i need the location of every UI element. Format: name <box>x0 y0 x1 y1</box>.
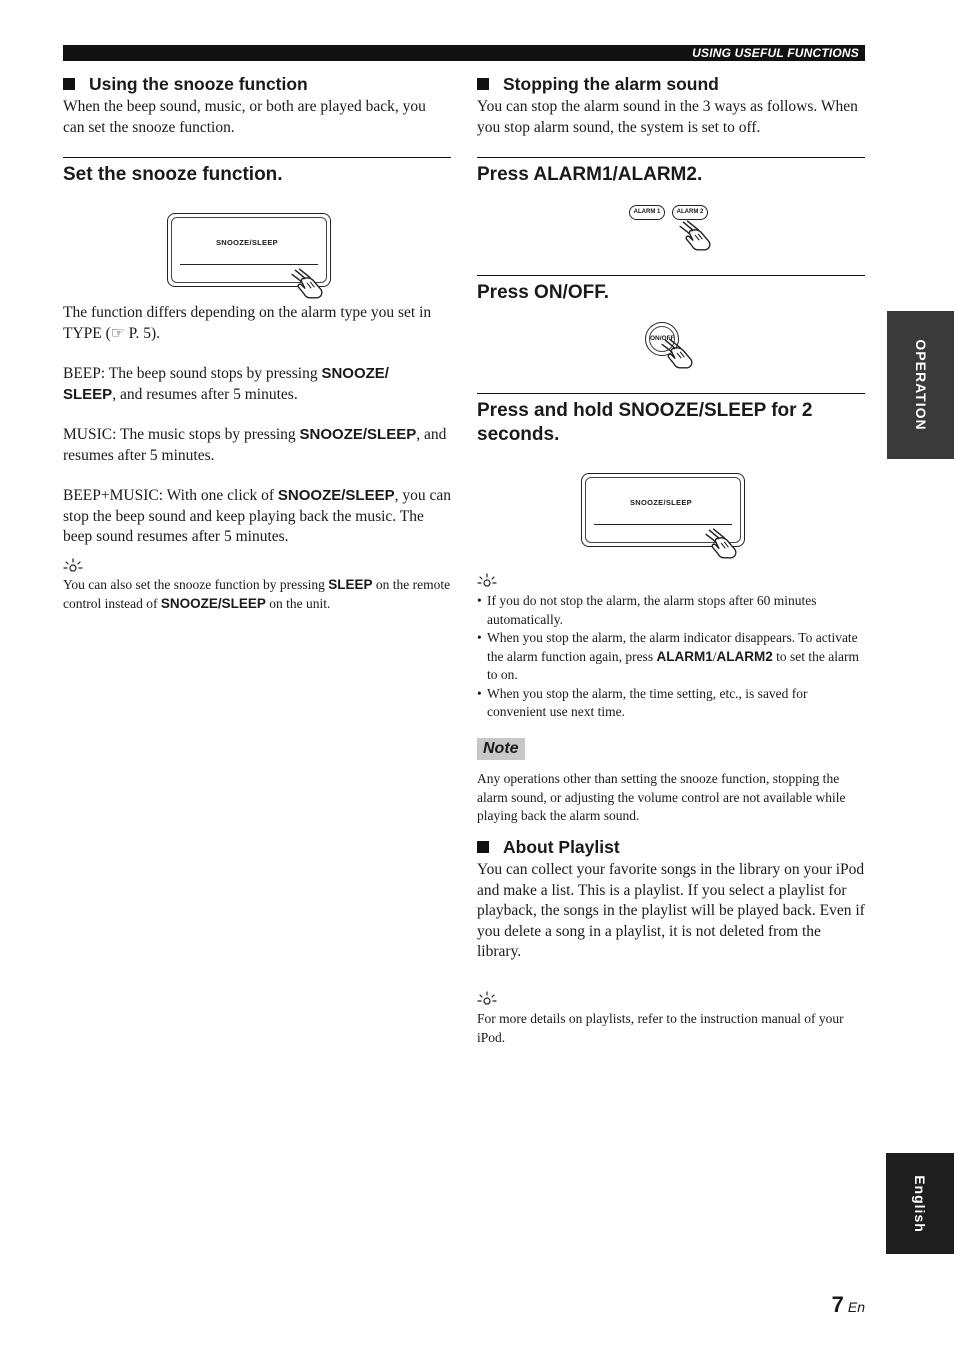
section-divider <box>477 157 865 158</box>
step-hold-snooze: Press and hold SNOOZE/SLEEP for 2 seconds. <box>477 400 813 445</box>
note-label: Note <box>477 738 525 760</box>
side-tab-operation: OPERATION <box>887 311 954 459</box>
playlist-heading: About Playlist <box>477 837 620 858</box>
music-text: MUSIC: The music stops by pressing SNOOZE/SLEEP, and resumes after 5 minutes. <box>63 426 447 464</box>
list-item: • When you stop the alarm, the alarm indicator disappears. To activate the alarm function again, press ALARM1/ALARM2 to set the alarm to on. <box>477 629 865 685</box>
playlist-tip-text: For more details on playlists, refer to the instruction manual of your iPod. <box>477 1011 844 1045</box>
beep-music-text: BEEP+MUSIC: With one click of SNOOZE/SLEEP, you can stop the beep sound and keep playing back the music. The beep sound resumes after 5 minutes. <box>63 487 452 545</box>
snooze-intro: When the beep sound, music, or both are played back, you can set the snooze function. <box>63 98 426 136</box>
tip-icon <box>477 991 497 1007</box>
snooze-heading: Using the snooze function <box>63 74 308 95</box>
playlist-text: You can collect your favorite songs in the library on your iPod and make a list. This is a playlist. If you select a playlist for playback, the songs in the playlist will be played back. Even if you delete a song in a playlist, it is not deleted from the library. <box>477 861 865 960</box>
tip-icon <box>477 573 497 589</box>
note-text: Any operations other than setting the snooze function, stopping the alarm sound, or adjusting the volume control are not available while playing back the alarm sound. <box>477 771 846 823</box>
section-divider <box>63 157 451 158</box>
pointing-hand-icon <box>703 528 739 560</box>
side-tab-english: English <box>886 1153 954 1254</box>
display-line <box>594 524 732 525</box>
list-item: • If you do not stop the alarm, the alarm stops after 60 minutes automatically. <box>477 592 865 629</box>
section-divider <box>477 275 865 276</box>
square-bullet-icon <box>477 78 489 90</box>
beep-text: BEEP: The beep sound stops by pressing SNOOZE/ SLEEP, and resumes after 5 minutes. <box>63 365 389 403</box>
step-title-set-snooze: Set the snooze function. <box>63 164 283 185</box>
tip-icon <box>63 558 83 574</box>
stop-alarm-tips <box>477 592 865 722</box>
step-press-onoff: Press ON/OFF. <box>477 282 609 303</box>
pointing-hand-icon <box>677 220 713 252</box>
snooze-tip-text: You can also set the snooze function by pressing SLEEP on the remote control instead of SNOOZE/SLEEP on the unit. <box>63 577 451 611</box>
stop-alarm-intro: You can stop the alarm sound in the 3 ways as follows. When you stop alarm sound, the system is set to off. <box>477 98 858 136</box>
snooze-sleep-label: SNOOZE/SLEEP <box>216 238 278 247</box>
snooze-sleep-label: SNOOZE/SLEEP <box>630 498 692 507</box>
step-press-alarm: Press ALARM1/ALARM2. <box>477 164 703 185</box>
pointing-hand-icon <box>659 338 695 370</box>
pointing-hand-icon <box>289 268 325 300</box>
square-bullet-icon <box>63 78 75 90</box>
square-bullet-icon <box>477 841 489 853</box>
display-line <box>180 264 318 265</box>
list-item: • When you stop the alarm, the time setting, etc., is saved for convenient use next time. <box>477 685 865 722</box>
section-divider <box>477 393 865 394</box>
type-text: The function differs depending on the alarm type you set in TYPE (☞ P. 5). <box>63 304 432 342</box>
onoff-label: ON/OFF <box>649 326 675 352</box>
page-reference-icon: ☞ <box>110 324 125 342</box>
alarm1-button-illustration: ALARM 1 <box>629 205 665 220</box>
header-title: USING USEFUL FUNCTIONS <box>692 46 859 60</box>
stop-alarm-heading: Stopping the alarm sound <box>477 74 719 95</box>
page-number: 7 En <box>831 1292 865 1317</box>
alarm2-button-illustration: ALARM 2 <box>672 205 708 220</box>
header-bar <box>63 45 865 61</box>
